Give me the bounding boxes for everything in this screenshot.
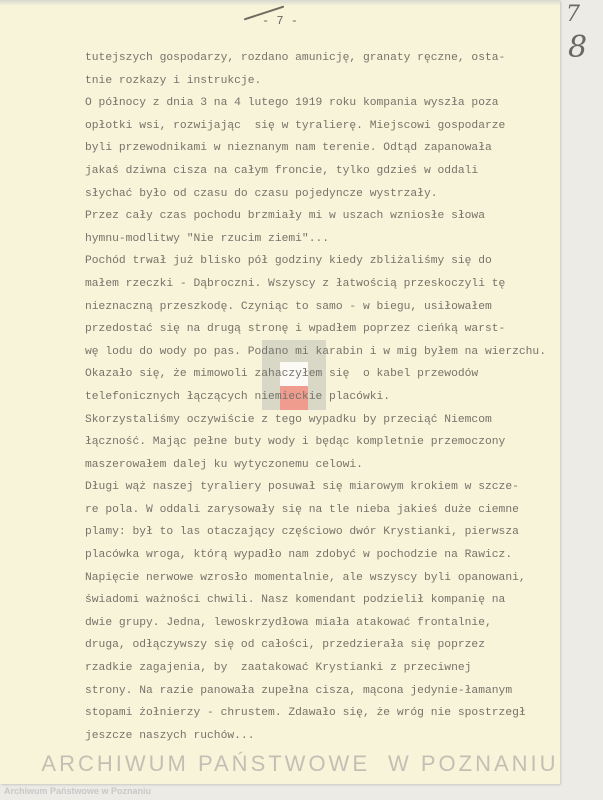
text-line: małem rzeczki - Dąbroczni. Wszyscy z łatwością przeskoczyli tę (85, 277, 506, 290)
text-line: stopami żołnierzy - chrustem. Zdawało się, że wróg nie spostrzegł (85, 707, 526, 720)
text-line: strony. Na razie panowała zupełna cisza, mącona jedynie-łamanym (85, 684, 513, 697)
text-line: dwie grupy. Jedna, lewoskrzydłowa miała atakować frontalnie, (85, 616, 492, 629)
text-line: słychać było od czasu do czasu pojedyncze wystrzały. (85, 187, 438, 200)
text-line: Pochód trwał już blisko pół godziny kiedy zbliżaliśmy się do (85, 255, 492, 268)
text-line: plamy: był to las otaczający częściowo dwór Krystianki, pierwsza (85, 526, 519, 539)
text-line: opłotki wsi, rozwijając się w tyralierę. Miejscowi gospodarze (85, 119, 506, 132)
document-body (85, 47, 555, 747)
text-line: byli przewodnikami w nieznanym nam terenie. Odtąd zapanowała (85, 142, 492, 155)
text-line: łączność. Mając pełne buty wody i będąc kompletnie przemoczony (85, 436, 506, 449)
text-line: telefonicznych łączących niemieckie placówki. (85, 390, 391, 403)
text-line: świadomi ważności chwili. Nasz komendant podzielił kompanię na (85, 594, 506, 607)
text-line: tnie rozkazy i instrukcje. (85, 74, 262, 87)
archive-footer-watermark: Archiwum Państwowe w Poznaniu (4, 786, 152, 796)
page-number: - 7 - (262, 14, 299, 28)
text-line: Napięcie nerwowe wzrosło momentalnie, ale wszyscy byli opanowani, (85, 571, 526, 584)
handwritten-number-old: 7 (566, 2, 580, 27)
text-line: jeszcze naszych ruchów... (85, 729, 255, 742)
watermark-line-2: W POZNANIU (388, 751, 559, 776)
text-line: Skorzystaliśmy oczywiście z tego wypadku by przeciąć Niemcom (85, 413, 492, 426)
handwritten-number-new: 8 (568, 30, 588, 65)
text-line: re pola. W oddali zarysowały się na tle nieba jakieś duże ciemne (85, 503, 519, 516)
text-line: nieznaczną przeszkodę. Czyniąc to samo - w biegu, usiłowałem (85, 300, 492, 313)
text-line: tutejszych gospodarzy, rozdano amunicję, granaty ręczne, osta- (85, 52, 506, 64)
text-line: druga, odłączywszy się od całości, przedzierała się poprzez (85, 639, 485, 652)
text-line: Okazało się, że mimowoli zahaczyłem się o kabel przewodów (85, 368, 479, 381)
text-line: przedostać się na drugą stronę i wpadłem poprzez cieńką warst- (85, 323, 506, 336)
text-line: jakaś dziwna cisza na całym froncie, tylko gdzieś w oddali (85, 164, 479, 177)
text-line: Przez cały czas pochodu brzmiały mi w uszach wzniosłe słowa (85, 210, 485, 223)
text-line: O północy z dnia 3 na 4 lutego 1919 roku kompania wyszła poza (85, 97, 499, 110)
text-line: wę lodu do wody po pas. Podano mi karabin i w mig byłem na wierzchu. (85, 345, 546, 358)
text-line: Długi wąż naszej tyraliery posuwał się miarowym krokiem w szcze- (85, 481, 519, 494)
text-line: rzadkie zagajenia, by zaatakować Krystianki z przeciwnej (85, 662, 472, 675)
scan-edge-shadow (0, 0, 560, 6)
watermark-line-1: ARCHIWUM PAŃSTWOWE (41, 751, 370, 776)
watermark (30, 752, 570, 776)
text-line: maszerowałem dalej ku wytyczonemu celowi. (85, 458, 363, 471)
text-line: hymnu-modlitwy "Nie rzucim ziemi"... (85, 232, 330, 245)
text-line: placówka wroga, którą wypadło nam zdobyć w pochodzie na Rawicz. (85, 549, 513, 562)
